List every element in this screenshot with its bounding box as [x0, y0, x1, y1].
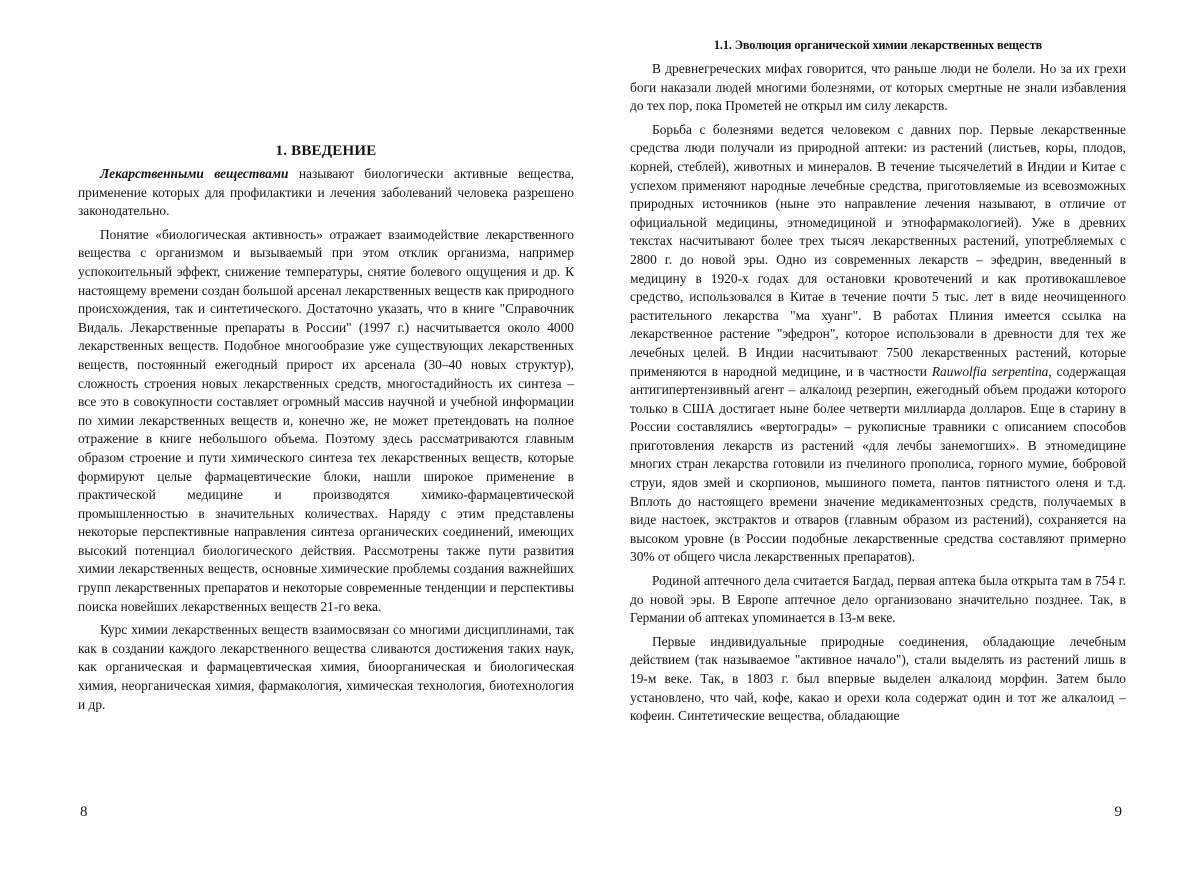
paragraph: Понятие «биологическая активность» отражает взаимодействие лекарственного вещества с организмом и вызываемый при этом отклик организма, например успокоительный эффект, снижение температуры, снятие болевого ощущения и др. К настоящему времени создан большой арсенал лекарственных веществ как природного происхождения, так и синтетического. Достаточно указать, что в книге "Справочник Видаль. Лекарственные препараты в России" (1997 г.) насчитывается около 4000 лекарственных веществ. Подобное многообразие уже существующих лекарственных веществ, постоянный ежегодный прирост их арсенала (30–40 новых структур), сложность строения новых лекарственных средств, многостадийность их синтеза – все это в совокупности составляет огромный массив научной и учебной информации по химии лекарственных веществ и, конечно же, не может претендовать на полное отражение в книге небольшого объема. Поэтому здесь рассматриваются главным образом строение и пути химического синтеза тех лекарственных веществ, которые формируют целые фармацевтические блоки, нашли широкое применение в практической медицине и производятся химико-фармацевтической промышленностью в значительных количествах. Наряду с этим представлены некоторые перспективные направления синтеза органических соединений, имеющих высокий потенциал биологического действия. Рассмотрены также пути развития химии лекарственных веществ, основные химические проблемы создания важнейших групп лекарственных препаратов и некоторые современные тенденции и перспективы поиска новейших лекарственных веществ 21-го века.: [78, 226, 574, 614]
right-page: [630, 0, 1126, 874]
paragraph-text: , содержащая антигипертензивный агент – алкалоид резерпин, ежегодный объем продажи которого только в США достигает ныне более четверти миллиарда долларов. Еще в старину в России составлялись «вертограды» – рукописные травники с описанием способов приготовления лекарств из растений «для лечбы занемогших». В этномедицине многих стран лекарства готовили из пчелиного прополиса, горного мумие, бобровой струи, ядов змей и скорпионов, мышиного помета, пантов пятнистого оленя и т.д. Вплоть до настоящего времени значение медикаментозных средств, получаемых в виде настоек, экстрактов и отваров (главным образом из растений), сохраняется на высоком уровне (в России подобные лекарственные средства составляют примерно 30% от общего числа лекарственных препаратов).: [630, 363, 1126, 565]
latin-name: Rauwolfia serpentina: [931, 363, 1049, 379]
paragraph: Первые индивидуальные природные соединения, обладающие лечебным действием (так называемое "активное начало"), стали выделять из растений лишь в 19-м веке. Так, в 1803 г. был впервые выделен алкалоид морфин. Затем было установлено, что чай, кофе, какао и орехи кола содержат один и тот же алкалоид – кофеин. Синтетические вещества, обладающие: [630, 633, 1126, 724]
chapter-heading: 1. ВВЕДЕНИЕ: [275, 143, 377, 159]
paragraph: Родиной аптечного дела считается Багдад, первая аптека была открыта там в 754 г. до новой эры. В Европе аптечное дело организовано значительно позднее. Так, в Германии об аптеках упоминается в 13-м веке.: [630, 573, 1126, 626]
paragraph: В древнегреческих мифах говорится, что раньше люди не болели. Но за их грехи боги наказали людей многими болезнями, от которых смертные не знали избавления до тех пор, пока Прометей не открыл им силу лекарств.: [630, 61, 1126, 114]
left-page: [78, 0, 574, 874]
page-number: 8: [80, 804, 88, 820]
paragraph: Курс химии лекарственных веществ взаимосвязан со многими дисциплинами, так как в создании каждого лекарственного вещества сливаются достижения таких наук, как органическая и фармацевтическая химия, биоорганическая и биологическая химия, неорганическая химия, фармакология, химическая технология, биотехнология и др.: [78, 622, 574, 712]
left-page-body: [78, 165, 574, 719]
paragraph-text: Борьба с болезнями ведется человеком с давних пор. Первые лекарственные средства люди получали из природной аптеки: из растений (листьев, коры, плодов, корней, стеблей), животных и минералов. В течение тысячелетий в Индии и Китае с успехом применяют народные лечебные средства, приготовляемые из всевозможных природных источников (ныне это направление лечения называют, в отличие от официальной медицины, этномедициной и этнофармакологией). Уже в древних текстах насчитывают более трех тысяч лекарственных растений, употребляемых с 2800 г. до новой эры. Одно из современных лекарств – эфедрин, введенный в медицину в 1920-х годах для остановки кровотечений и как противокашлевое средство, использовался в Китае в течение почти 5 тыс. лет в виде неочищенного растительного лекарства "ма хуанг". В работах Плиния имеется ссылка на лекарственное растение "эфедрон", которое использовали в древности для тех же лечебных целей. В Индии насчитывают 7500 лекарственных растений, которые применяются в народной медицине, и в частности: [630, 121, 1126, 379]
section-heading: 1.1. Эволюция органической химии лекарственных веществ: [713, 38, 1043, 52]
paragraph-text: называют биологически активные вещества, применение которых для профилактики и лечения заболеваний человека разрешено законодательно.: [78, 166, 574, 219]
right-page-body: [630, 60, 1126, 731]
paragraph: [630, 121, 1126, 567]
defined-term: Лекарственными веществами: [100, 166, 289, 181]
paragraph: [78, 165, 574, 221]
page-number: 9: [1114, 804, 1122, 820]
